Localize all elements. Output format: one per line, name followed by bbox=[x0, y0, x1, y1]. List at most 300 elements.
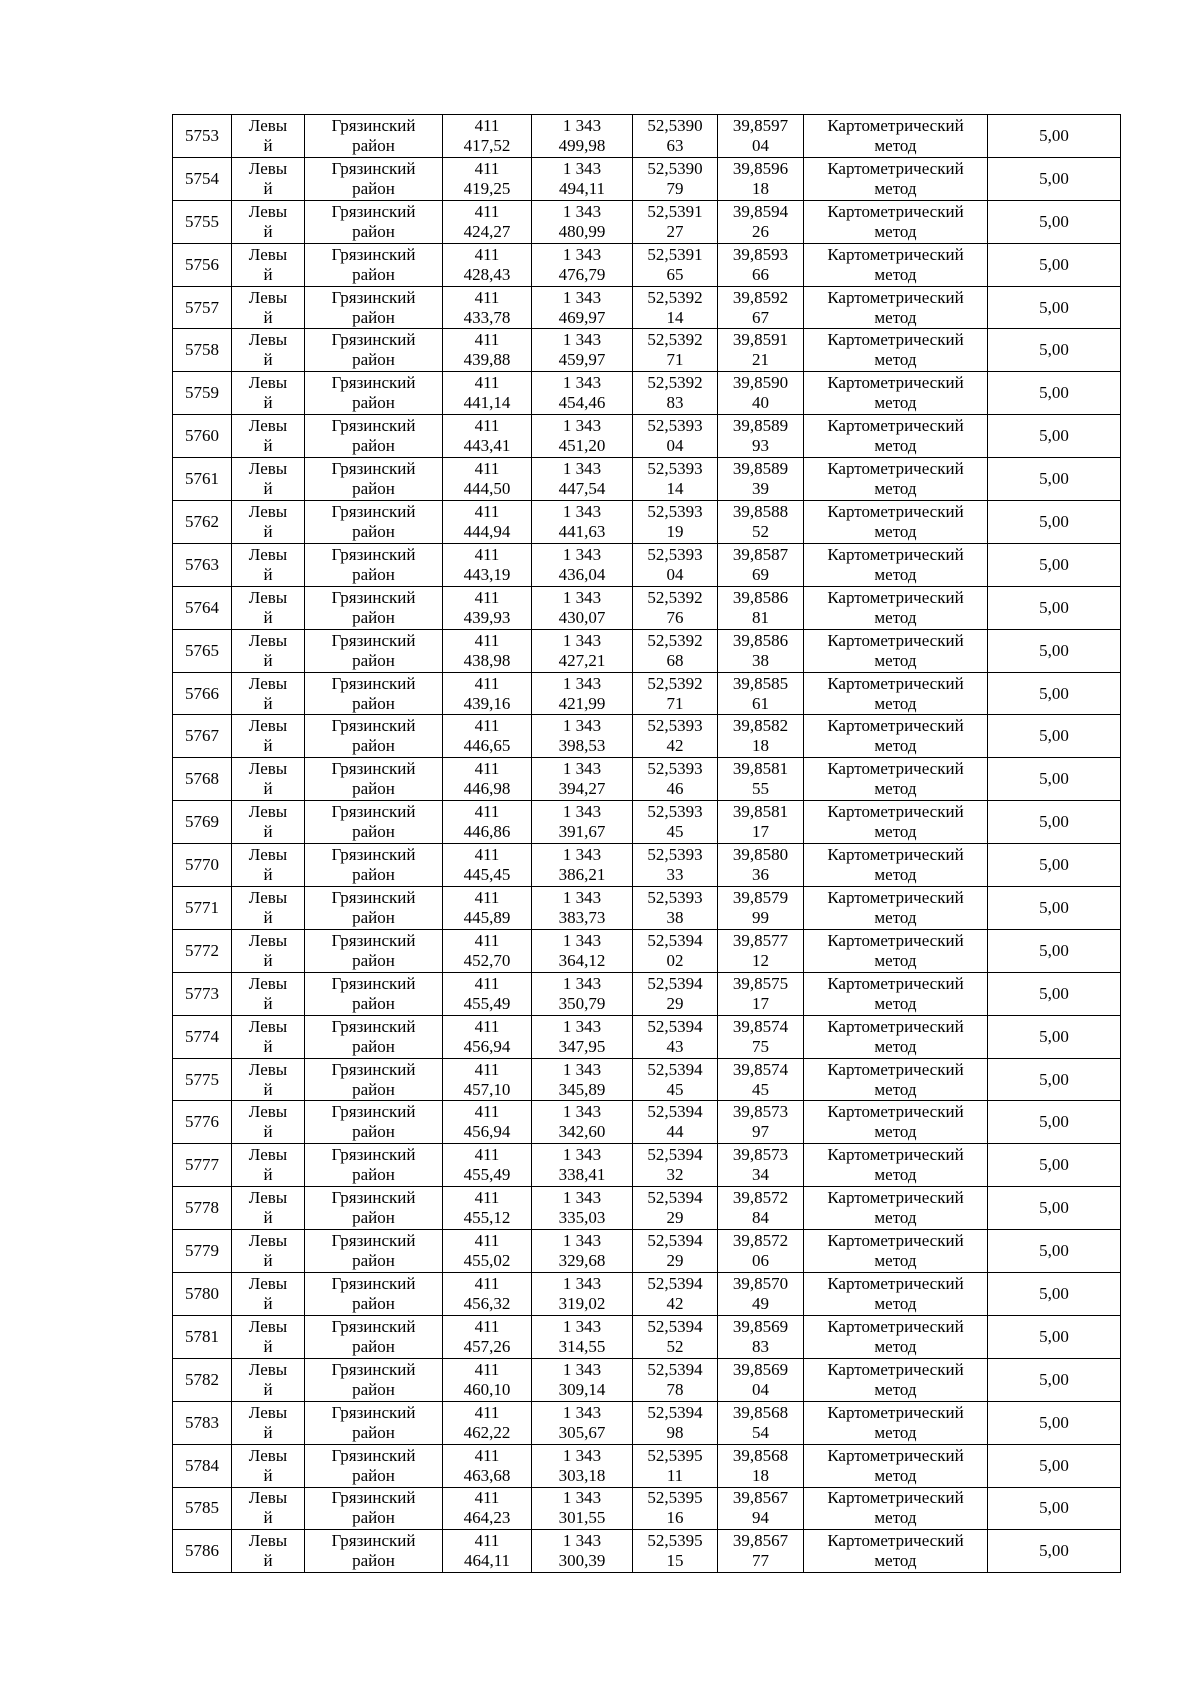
coord-x-cell-line: 439,93 bbox=[463, 607, 511, 627]
coord-y-cell bbox=[532, 1444, 633, 1487]
accuracy-cell: 5,00 bbox=[988, 672, 1121, 715]
method-cell-line: Картометрический bbox=[827, 845, 964, 865]
district-cell bbox=[305, 1444, 443, 1487]
latitude-cell-line: 42 bbox=[666, 736, 684, 756]
longitude-cell-line: 39,8567 bbox=[732, 1531, 789, 1551]
latitude-cell bbox=[633, 1015, 718, 1058]
latitude-cell-line: 42 bbox=[666, 1293, 684, 1313]
coord-x-cell-line: 456,32 bbox=[463, 1293, 511, 1313]
accuracy-cell: 5,00 bbox=[988, 115, 1121, 158]
latitude-cell-line: 45 bbox=[666, 1079, 684, 1099]
latitude-cell-line: 52,5390 bbox=[647, 158, 703, 178]
method-cell bbox=[804, 758, 988, 801]
method-cell-line: метод bbox=[874, 178, 917, 198]
district-cell-line: Грязинский bbox=[331, 759, 416, 779]
coord-x-cell-line: 456,94 bbox=[463, 1036, 511, 1056]
latitude-cell bbox=[633, 329, 718, 372]
side-cell-line: Левы bbox=[248, 587, 288, 607]
coord-y-cell-line: 347,95 bbox=[558, 1036, 606, 1056]
longitude-cell bbox=[718, 115, 804, 158]
method-cell-line: метод bbox=[874, 1508, 917, 1528]
longitude-cell bbox=[718, 1358, 804, 1401]
side-cell bbox=[232, 1444, 305, 1487]
table-row bbox=[173, 415, 1121, 458]
coord-x-cell-line: 455,12 bbox=[463, 1208, 511, 1228]
latitude-cell-line: 79 bbox=[666, 178, 684, 198]
coord-x-cell bbox=[443, 1273, 532, 1316]
method-cell-line: метод bbox=[874, 950, 917, 970]
side-cell-line: й bbox=[263, 221, 273, 241]
table-row bbox=[173, 1358, 1121, 1401]
district-cell-line: Грязинский bbox=[331, 802, 416, 822]
table-row bbox=[173, 1530, 1121, 1573]
latitude-cell-line: 52,5392 bbox=[647, 630, 703, 650]
method-cell-line: Картометрический bbox=[827, 759, 964, 779]
district-cell bbox=[305, 758, 443, 801]
coord-y-cell-line: 430,07 bbox=[558, 607, 606, 627]
accuracy-cell: 5,00 bbox=[988, 629, 1121, 672]
longitude-cell-line: 39,8575 bbox=[732, 973, 789, 993]
point-number-cell: 5778 bbox=[173, 1187, 232, 1230]
coord-y-cell-line: 1 343 bbox=[562, 1016, 602, 1036]
method-cell-line: Картометрический bbox=[827, 887, 964, 907]
latitude-cell-line: 71 bbox=[666, 693, 684, 713]
side-cell bbox=[232, 415, 305, 458]
side-cell-line: Левы bbox=[248, 330, 288, 350]
latitude-cell-line: 83 bbox=[666, 393, 684, 413]
method-cell bbox=[804, 972, 988, 1015]
longitude-cell-line: 39 bbox=[752, 479, 769, 499]
table-row bbox=[173, 1487, 1121, 1530]
side-cell bbox=[232, 844, 305, 887]
longitude-cell-line: 39,8586 bbox=[732, 630, 789, 650]
longitude-cell bbox=[718, 372, 804, 415]
longitude-cell-line: 39,8585 bbox=[732, 673, 789, 693]
longitude-cell-line: 39,8573 bbox=[732, 1145, 789, 1165]
coord-x-cell-line: 460,10 bbox=[463, 1379, 511, 1399]
coord-y-cell bbox=[532, 629, 633, 672]
longitude-cell-line: 84 bbox=[752, 1208, 769, 1228]
coord-y-cell-line: 1 343 bbox=[562, 287, 602, 307]
side-cell-line: й bbox=[263, 907, 273, 927]
longitude-cell bbox=[718, 1230, 804, 1273]
latitude-cell bbox=[633, 1315, 718, 1358]
longitude-cell-line: 66 bbox=[752, 264, 769, 284]
district-cell-line: район bbox=[352, 1079, 395, 1099]
coord-y-cell bbox=[532, 458, 633, 501]
longitude-cell bbox=[718, 972, 804, 1015]
coord-x-cell-line: 457,26 bbox=[463, 1336, 511, 1356]
side-cell-line: й bbox=[263, 393, 273, 413]
coord-x-cell-line: 411 bbox=[474, 1059, 500, 1079]
latitude-cell-line: 52,5394 bbox=[647, 1059, 703, 1079]
point-number-cell: 5768 bbox=[173, 758, 232, 801]
coord-y-cell-line: 436,04 bbox=[558, 564, 606, 584]
coord-y-cell-line: 480,99 bbox=[558, 221, 606, 241]
coord-x-cell-line: 444,50 bbox=[463, 479, 511, 499]
side-cell bbox=[232, 672, 305, 715]
side-cell bbox=[232, 1358, 305, 1401]
district-cell-line: район bbox=[352, 907, 395, 927]
method-cell bbox=[804, 1444, 988, 1487]
district-cell bbox=[305, 586, 443, 629]
latitude-cell bbox=[633, 157, 718, 200]
side-cell bbox=[232, 1230, 305, 1273]
point-number-cell: 5770 bbox=[173, 844, 232, 887]
district-cell bbox=[305, 1015, 443, 1058]
side-cell-line: й bbox=[263, 1465, 273, 1485]
side-cell-line: й bbox=[263, 779, 273, 799]
side-cell bbox=[232, 929, 305, 972]
side-cell-line: й bbox=[263, 1208, 273, 1228]
district-cell-line: район bbox=[352, 693, 395, 713]
accuracy-cell: 5,00 bbox=[988, 715, 1121, 758]
coord-y-cell-line: 1 343 bbox=[562, 973, 602, 993]
longitude-cell bbox=[718, 1144, 804, 1187]
coord-y-cell-line: 1 343 bbox=[562, 201, 602, 221]
district-cell bbox=[305, 458, 443, 501]
coord-x-cell bbox=[443, 1315, 532, 1358]
district-cell-line: район bbox=[352, 607, 395, 627]
district-cell bbox=[305, 115, 443, 158]
latitude-cell-line: 52,5393 bbox=[647, 759, 703, 779]
point-number-cell: 5779 bbox=[173, 1230, 232, 1273]
coord-x-cell-line: 411 bbox=[474, 115, 500, 135]
coord-y-cell-line: 301,55 bbox=[558, 1508, 606, 1528]
district-cell bbox=[305, 1487, 443, 1530]
coord-x-cell-line: 411 bbox=[474, 244, 500, 264]
latitude-cell-line: 33 bbox=[666, 865, 684, 885]
coord-y-cell bbox=[532, 1230, 633, 1273]
coord-x-cell-line: 446,98 bbox=[463, 779, 511, 799]
coord-x-cell bbox=[443, 115, 532, 158]
coord-x-cell bbox=[443, 329, 532, 372]
coord-y-cell bbox=[532, 329, 633, 372]
method-cell-line: Картометрический bbox=[827, 158, 964, 178]
side-cell-line: Левы bbox=[248, 930, 288, 950]
method-cell bbox=[804, 115, 988, 158]
coord-y-cell-line: 383,73 bbox=[558, 907, 606, 927]
method-cell-line: метод bbox=[874, 822, 917, 842]
side-cell-line: Левы bbox=[248, 716, 288, 736]
coord-y-cell-line: 398,53 bbox=[558, 736, 606, 756]
side-cell-line: Левы bbox=[248, 759, 288, 779]
latitude-cell bbox=[633, 1273, 718, 1316]
coord-y-cell bbox=[532, 501, 633, 544]
latitude-cell-line: 29 bbox=[666, 1251, 684, 1271]
side-cell-line: Левы bbox=[248, 1445, 288, 1465]
coord-x-cell-line: 411 bbox=[474, 287, 500, 307]
district-cell-line: Грязинский bbox=[331, 501, 416, 521]
method-cell-line: Картометрический bbox=[827, 373, 964, 393]
coord-x-cell-line: 424,27 bbox=[463, 221, 511, 241]
coord-y-cell-line: 1 343 bbox=[562, 1273, 602, 1293]
longitude-cell-line: 39,8569 bbox=[732, 1316, 789, 1336]
district-cell bbox=[305, 501, 443, 544]
method-cell-line: Картометрический bbox=[827, 1488, 964, 1508]
longitude-cell bbox=[718, 629, 804, 672]
latitude-cell-line: 11 bbox=[666, 1465, 684, 1485]
district-cell bbox=[305, 1358, 443, 1401]
district-cell-line: Грязинский bbox=[331, 673, 416, 693]
side-cell-line: Левы bbox=[248, 1402, 288, 1422]
longitude-cell-line: 39,8577 bbox=[732, 930, 789, 950]
side-cell-line: й bbox=[263, 1165, 273, 1185]
coord-x-cell-line: 462,22 bbox=[463, 1422, 511, 1442]
coord-x-cell bbox=[443, 501, 532, 544]
method-cell-line: Картометрический bbox=[827, 1316, 964, 1336]
table-row bbox=[173, 1058, 1121, 1101]
side-cell-line: й bbox=[263, 1336, 273, 1356]
coord-y-cell-line: 342,60 bbox=[558, 1122, 606, 1142]
district-cell bbox=[305, 1273, 443, 1316]
district-cell-line: район bbox=[352, 436, 395, 456]
coord-y-cell-line: 499,98 bbox=[558, 135, 606, 155]
point-number-cell: 5771 bbox=[173, 887, 232, 930]
longitude-cell-line: 45 bbox=[752, 1079, 769, 1099]
coord-y-cell-line: 1 343 bbox=[562, 630, 602, 650]
latitude-cell-line: 52,5393 bbox=[647, 501, 703, 521]
coord-y-cell-line: 1 343 bbox=[562, 1531, 602, 1551]
coord-y-cell bbox=[532, 1058, 633, 1101]
method-cell-line: Картометрический bbox=[827, 201, 964, 221]
district-cell-line: район bbox=[352, 521, 395, 541]
coord-y-cell-line: 469,97 bbox=[558, 307, 606, 327]
method-cell-line: Картометрический bbox=[827, 1231, 964, 1251]
table-row bbox=[173, 887, 1121, 930]
accuracy-cell: 5,00 bbox=[988, 372, 1121, 415]
longitude-cell-line: 49 bbox=[752, 1293, 769, 1313]
coord-x-cell bbox=[443, 887, 532, 930]
table-row bbox=[173, 458, 1121, 501]
coord-y-cell bbox=[532, 115, 633, 158]
method-cell-line: метод bbox=[874, 1122, 917, 1142]
coord-y-cell bbox=[532, 1015, 633, 1058]
coord-x-cell-line: 411 bbox=[474, 158, 500, 178]
longitude-cell-line: 52 bbox=[752, 521, 769, 541]
side-cell bbox=[232, 458, 305, 501]
longitude-cell bbox=[718, 887, 804, 930]
latitude-cell-line: 52,5394 bbox=[647, 1402, 703, 1422]
latitude-cell bbox=[633, 586, 718, 629]
coord-y-cell-line: 300,39 bbox=[558, 1551, 606, 1571]
coord-y-cell bbox=[532, 1487, 633, 1530]
table-row bbox=[173, 758, 1121, 801]
side-cell-line: Левы bbox=[248, 1102, 288, 1122]
latitude-cell-line: 52,5394 bbox=[647, 1273, 703, 1293]
latitude-cell-line: 14 bbox=[666, 479, 684, 499]
district-cell-line: Грязинский bbox=[331, 845, 416, 865]
district-cell-line: район bbox=[352, 1122, 395, 1142]
coord-x-cell bbox=[443, 1187, 532, 1230]
method-cell-line: Картометрический bbox=[827, 544, 964, 564]
accuracy-cell: 5,00 bbox=[988, 1144, 1121, 1187]
district-cell bbox=[305, 1401, 443, 1444]
accuracy-cell: 5,00 bbox=[988, 1487, 1121, 1530]
longitude-cell-line: 39,8582 bbox=[732, 716, 789, 736]
side-cell bbox=[232, 972, 305, 1015]
latitude-cell bbox=[633, 1530, 718, 1573]
point-number-cell: 5786 bbox=[173, 1530, 232, 1573]
longitude-cell bbox=[718, 801, 804, 844]
latitude-cell bbox=[633, 1487, 718, 1530]
district-cell-line: район bbox=[352, 822, 395, 842]
side-cell-line: Левы bbox=[248, 544, 288, 564]
method-cell-line: метод bbox=[874, 350, 917, 370]
coord-y-cell-line: 1 343 bbox=[562, 1102, 602, 1122]
point-number-cell: 5765 bbox=[173, 629, 232, 672]
side-cell-line: й bbox=[263, 1293, 273, 1313]
coord-x-cell bbox=[443, 1058, 532, 1101]
latitude-cell bbox=[633, 929, 718, 972]
side-cell bbox=[232, 372, 305, 415]
table-row bbox=[173, 501, 1121, 544]
coord-x-cell-line: 411 bbox=[474, 1316, 500, 1336]
district-cell bbox=[305, 1187, 443, 1230]
side-cell-line: Левы bbox=[248, 1488, 288, 1508]
accuracy-cell: 5,00 bbox=[988, 1101, 1121, 1144]
side-cell-line: й bbox=[263, 1551, 273, 1571]
district-cell bbox=[305, 629, 443, 672]
district-cell-line: район bbox=[352, 1336, 395, 1356]
point-number-cell: 5775 bbox=[173, 1058, 232, 1101]
coord-y-cell-line: 303,18 bbox=[558, 1465, 606, 1485]
side-cell-line: й bbox=[263, 521, 273, 541]
method-cell bbox=[804, 1187, 988, 1230]
latitude-cell-line: 45 bbox=[666, 822, 684, 842]
longitude-cell bbox=[718, 1315, 804, 1358]
side-cell bbox=[232, 1273, 305, 1316]
longitude-cell-line: 39,8573 bbox=[732, 1102, 789, 1122]
coord-y-cell-line: 1 343 bbox=[562, 244, 602, 264]
latitude-cell bbox=[633, 115, 718, 158]
latitude-cell bbox=[633, 887, 718, 930]
method-cell-line: Картометрический bbox=[827, 1402, 964, 1422]
coord-y-cell-line: 391,67 bbox=[558, 822, 606, 842]
table-row bbox=[173, 1144, 1121, 1187]
district-cell bbox=[305, 1101, 443, 1144]
longitude-cell-line: 67 bbox=[752, 307, 769, 327]
table-row bbox=[173, 329, 1121, 372]
method-cell bbox=[804, 1015, 988, 1058]
table-row bbox=[173, 243, 1121, 286]
coord-y-cell-line: 1 343 bbox=[562, 673, 602, 693]
coord-y-cell-line: 1 343 bbox=[562, 373, 602, 393]
side-cell bbox=[232, 629, 305, 672]
side-cell-line: й bbox=[263, 1036, 273, 1056]
side-cell-line: Левы bbox=[248, 287, 288, 307]
coord-y-cell-line: 1 343 bbox=[562, 587, 602, 607]
latitude-cell-line: 29 bbox=[666, 993, 684, 1013]
coord-x-cell-line: 446,65 bbox=[463, 736, 511, 756]
accuracy-cell: 5,00 bbox=[988, 286, 1121, 329]
coord-x-cell-line: 411 bbox=[474, 544, 500, 564]
district-cell-line: Грязинский bbox=[331, 1402, 416, 1422]
district-cell-line: район bbox=[352, 1293, 395, 1313]
coord-x-cell bbox=[443, 1101, 532, 1144]
method-cell bbox=[804, 1487, 988, 1530]
accuracy-cell: 5,00 bbox=[988, 458, 1121, 501]
coord-y-cell-line: 1 343 bbox=[562, 716, 602, 736]
accuracy-cell: 5,00 bbox=[988, 1058, 1121, 1101]
method-cell-line: Картометрический bbox=[827, 115, 964, 135]
side-cell bbox=[232, 758, 305, 801]
coord-y-cell bbox=[532, 1101, 633, 1144]
point-number-cell: 5764 bbox=[173, 586, 232, 629]
latitude-cell-line: 52,5394 bbox=[647, 973, 703, 993]
side-cell-line: й bbox=[263, 564, 273, 584]
side-cell-line: й bbox=[263, 135, 273, 155]
coord-x-cell-line: 446,86 bbox=[463, 822, 511, 842]
longitude-cell-line: 04 bbox=[752, 1379, 769, 1399]
table-row bbox=[173, 844, 1121, 887]
method-cell-line: метод bbox=[874, 1036, 917, 1056]
district-cell-line: Грязинский bbox=[331, 1059, 416, 1079]
side-cell-line: Левы bbox=[248, 501, 288, 521]
method-cell bbox=[804, 1358, 988, 1401]
side-cell-line: й bbox=[263, 822, 273, 842]
side-cell-line: Левы bbox=[248, 1145, 288, 1165]
coord-y-cell-line: 447,54 bbox=[558, 479, 606, 499]
accuracy-cell: 5,00 bbox=[988, 972, 1121, 1015]
coord-y-cell bbox=[532, 672, 633, 715]
coord-y-cell-line: 1 343 bbox=[562, 1316, 602, 1336]
side-cell-line: й bbox=[263, 1379, 273, 1399]
point-number-cell: 5785 bbox=[173, 1487, 232, 1530]
coord-x-cell bbox=[443, 1015, 532, 1058]
coord-y-cell-line: 345,89 bbox=[558, 1079, 606, 1099]
point-number-cell: 5760 bbox=[173, 415, 232, 458]
latitude-cell bbox=[633, 1058, 718, 1101]
coord-y-cell bbox=[532, 1530, 633, 1573]
longitude-cell bbox=[718, 1487, 804, 1530]
method-cell bbox=[804, 1144, 988, 1187]
coord-y-cell bbox=[532, 715, 633, 758]
side-cell-line: Левы bbox=[248, 1359, 288, 1379]
coord-y-cell-line: 1 343 bbox=[562, 501, 602, 521]
method-cell-line: метод bbox=[874, 436, 917, 456]
coord-x-cell-line: 411 bbox=[474, 416, 500, 436]
side-cell-line: Левы bbox=[248, 845, 288, 865]
table-row bbox=[173, 1444, 1121, 1487]
latitude-cell bbox=[633, 1230, 718, 1273]
coord-x-cell-line: 411 bbox=[474, 201, 500, 221]
coord-x-cell-line: 411 bbox=[474, 1102, 500, 1122]
coord-y-cell-line: 1 343 bbox=[562, 158, 602, 178]
district-cell-line: Грязинский bbox=[331, 1102, 416, 1122]
accuracy-cell: 5,00 bbox=[988, 929, 1121, 972]
side-cell bbox=[232, 715, 305, 758]
latitude-cell-line: 98 bbox=[666, 1422, 684, 1442]
side-cell bbox=[232, 501, 305, 544]
side-cell bbox=[232, 329, 305, 372]
district-cell-line: район bbox=[352, 1422, 395, 1442]
method-cell-line: Картометрический bbox=[827, 1145, 964, 1165]
district-cell-line: Грязинский bbox=[331, 201, 416, 221]
district-cell-line: район bbox=[352, 178, 395, 198]
side-cell bbox=[232, 200, 305, 243]
longitude-cell-line: 34 bbox=[752, 1165, 769, 1185]
point-number-cell: 5763 bbox=[173, 543, 232, 586]
district-cell-line: район bbox=[352, 950, 395, 970]
method-cell bbox=[804, 1530, 988, 1573]
latitude-cell bbox=[633, 286, 718, 329]
district-cell bbox=[305, 200, 443, 243]
longitude-cell-line: 06 bbox=[752, 1251, 769, 1271]
point-number-cell: 5772 bbox=[173, 929, 232, 972]
coord-y-cell-line: 1 343 bbox=[562, 1188, 602, 1208]
district-cell-line: район bbox=[352, 650, 395, 670]
